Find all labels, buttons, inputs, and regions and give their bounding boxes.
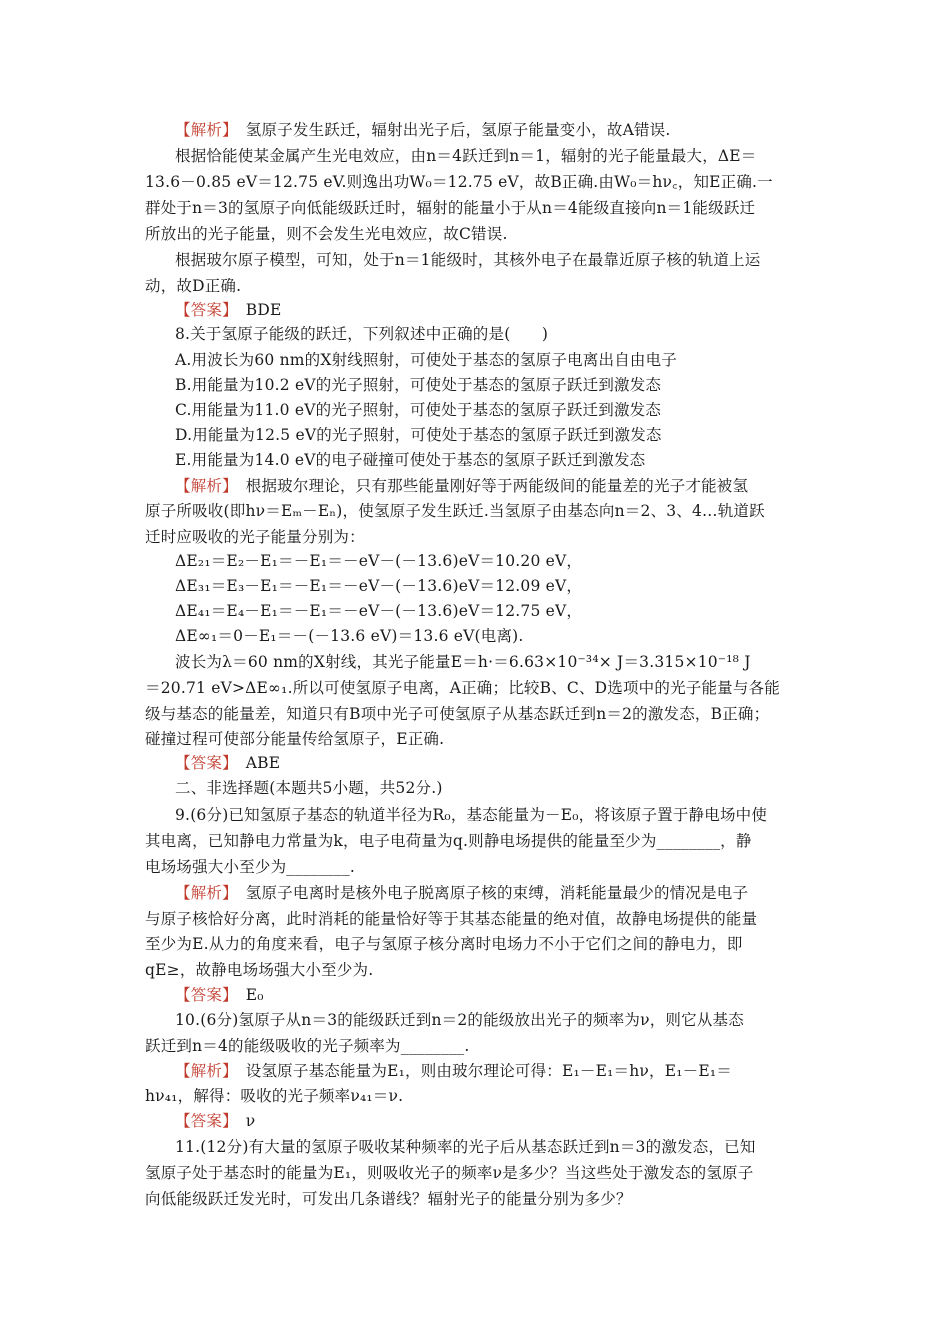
answer-line: 【答案】 E₀ bbox=[175, 986, 264, 1004]
question-line: 11.(12分)有大量的氢原子吸收某种频率的光子后从基态跃迁到n＝3的激发态，已知 bbox=[175, 1138, 756, 1156]
question-line: 电场场强大小至少为________. bbox=[145, 858, 356, 876]
question-line: 10.(6分)氢原子从n＝3的能级跃迁到n＝2的能级放出光子的频率为ν，则它从基态 bbox=[175, 1011, 744, 1029]
text-line: 碰撞过程可使部分能量传给氢原子，E正确. bbox=[145, 730, 445, 748]
analysis-line: 【解析】 氢原子发生跃迁，辐射出光子后，氢原子能量变小，故A错误. bbox=[175, 121, 671, 139]
text-line: 级与基态的能量差，知道只有B项中光子可使氢原子从基态跃迁到n＝2的激发态，B正确； bbox=[145, 705, 770, 723]
option-line: B.用能量为10.2 eV的光子照射，可使处于基态的氢原子跃迁到激发态 bbox=[175, 376, 662, 394]
option-line: C.用能量为11.0 eV的光子照射，可使处于基态的氢原子跃迁到激发态 bbox=[175, 401, 662, 419]
text-line: 波长为λ＝60 nm的X射线，其光子能量E＝h·＝6.63×10⁻³⁴× J＝3.315×10⁻¹⁸ J bbox=[175, 653, 751, 671]
answer-tag: 【答案】 bbox=[175, 301, 231, 319]
answer-tag: 【答案】 bbox=[175, 986, 231, 1004]
text-line: 动，故D正确. bbox=[145, 277, 242, 295]
text-line: 至少为E.从力的角度来看，电子与氢原子核分离时电场力不小于它们之间的静电力，即 bbox=[145, 935, 743, 953]
text-line: 根据玻尔原子模型，可知，处于n＝1能级时，其核外电子在最靠近原子核的轨道上运 bbox=[175, 251, 761, 269]
section-heading: 二、非选择题(本题共5小题，共52分.) bbox=[175, 779, 443, 797]
option-line: E.用能量为14.0 eV的电子碰撞可使处于基态的氢原子跃迁到激发态 bbox=[175, 451, 646, 469]
question-line: 跃迁到n＝4的能级吸收的光子频率为________. bbox=[145, 1037, 470, 1055]
analysis-tag: 【解析】 bbox=[175, 121, 231, 139]
analysis-tag: 【解析】 bbox=[175, 1062, 231, 1080]
answer-line: 【答案】 BDE bbox=[175, 301, 282, 319]
text-line: 与原子核恰好分离，此时消耗的能量恰好等于其基态能量的绝对值，故静电场提供的能量 bbox=[145, 910, 758, 928]
option-line: A.用波长为60 nm的X射线照射，可使处于基态的氢原子电离出自由电子 bbox=[175, 351, 677, 369]
text-line: 所放出的光子能量，则不会发生光电效应，故C错误. bbox=[145, 225, 508, 243]
analysis-line: 【解析】 根据玻尔理论，只有那些能量刚好等于两能级间的能量差的光子才能被氢 bbox=[175, 477, 749, 495]
equation-line: ΔE₄₁＝E₄－E₁＝－E₁＝－eV－(－13.6)eV＝12.75 eV， bbox=[175, 602, 583, 620]
analysis-line: 【解析】 设氢原子基态能量为E₁，则由玻尔理论可得：E₁－E₁＝hν，E₁－E₁＝ bbox=[175, 1062, 733, 1080]
question-line: 8.关于氢原子能级的跃迁，下列叙述中正确的是( ) bbox=[175, 325, 549, 343]
question-line: 氢原子处于基态时的能量为E₁，则吸收光子的频率ν是多少？当这些处于激发态的氢原子 bbox=[145, 1164, 754, 1182]
answer-tag: 【答案】 bbox=[175, 754, 231, 772]
text-line: 迁时应吸收的光子能量分别为： bbox=[145, 528, 365, 546]
answer-tag: 【答案】 bbox=[175, 1112, 231, 1130]
question-line: 其电离，已知静电力常量为k，电子电荷量为q.则静电场提供的能量至少为________，静 bbox=[145, 832, 752, 850]
option-line: D.用能量为12.5 eV的光子照射，可使处于基态的氢原子跃迁到激发态 bbox=[175, 426, 662, 444]
text-line: 原子所吸收(即hν＝Eₘ－Eₙ)，使氢原子发生跃迁.当氢原子由基态向n＝2、3、4…轨道跃 bbox=[145, 502, 765, 520]
equation-line: ΔE₂₁＝E₂－E₁＝－E₁＝－eV－(－13.6)eV＝10.20 eV， bbox=[175, 552, 583, 570]
answer-line: 【答案】 ABE bbox=[175, 754, 281, 772]
analysis-tag: 【解析】 bbox=[175, 477, 231, 495]
question-line: 9.(6分)已知氢原子基态的轨道半径为R₀，基态能量为－E₀，将该原子置于静电场中使 bbox=[175, 806, 768, 824]
analysis-line: 【解析】 氢原子电离时是核外电子脱离原子核的束缚，消耗能量最少的情况是电子 bbox=[175, 884, 749, 902]
text-line: 群处于n＝3的氢原子向低能级跃迁时，辐射的能量小于从n＝4能级直接向n＝1能级跃迁 bbox=[145, 199, 756, 217]
question-line: 向低能级跃迁发光时，可发出几条谱线？辐射光子的能量分别为多少？ bbox=[145, 1190, 632, 1208]
equation-line: ΔE∞₁＝0－E₁＝－(－13.6 eV)＝13.6 eV(电离). bbox=[175, 627, 524, 645]
text-line: ＝20.71 eV>ΔE∞₁.所以可使氢原子电离，A正确；比较B、C、D选项中的光子能量与各能 bbox=[145, 679, 780, 697]
answer-line: 【答案】 ν bbox=[175, 1112, 256, 1130]
text-line: hν₄₁，解得：吸收的光子频率ν₄₁＝ν. bbox=[145, 1087, 404, 1105]
text-line: 根据恰能使某金属产生光电效应，由n＝4跃迁到n＝1，辐射的光子能量最大，ΔE＝ bbox=[175, 147, 757, 165]
text-line: qE≥，故静电场场强大小至少为. bbox=[145, 961, 374, 979]
text-line: 13.6－0.85 eV＝12.75 eV.则逸出功W₀＝12.75 eV，故B正确.由W₀＝hν꜀，知E正确.一 bbox=[145, 173, 773, 191]
analysis-tag: 【解析】 bbox=[175, 884, 231, 902]
equation-line: ΔE₃₁＝E₃－E₁＝－E₁＝－eV－(－13.6)eV＝12.09 eV， bbox=[175, 577, 583, 595]
